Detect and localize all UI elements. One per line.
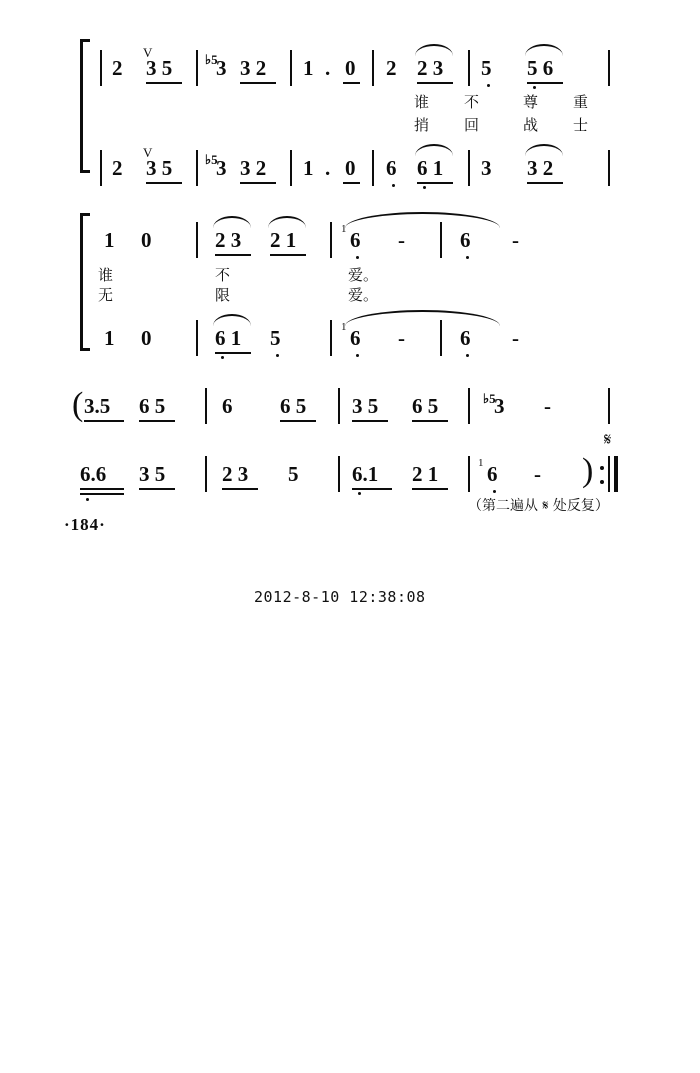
timestamp: 2012-8-10 12:38:08 bbox=[254, 588, 426, 606]
beam bbox=[215, 352, 251, 354]
note: 1 bbox=[303, 56, 314, 80]
lyric: 爱。 bbox=[348, 286, 379, 304]
beam bbox=[343, 182, 360, 184]
lyric: 谁 bbox=[98, 266, 114, 284]
barline bbox=[372, 50, 374, 86]
system-3 bbox=[0, 370, 700, 500]
barline bbox=[196, 150, 198, 186]
lyric: 无 bbox=[98, 286, 114, 304]
octave-dot-low bbox=[466, 354, 469, 357]
slur bbox=[213, 216, 251, 228]
note: 2 1 bbox=[412, 462, 439, 486]
lyric: 捎 bbox=[414, 116, 430, 134]
note: 5 bbox=[481, 56, 492, 80]
note: 2 3 bbox=[215, 228, 242, 252]
barline bbox=[440, 320, 442, 356]
note: 2 bbox=[112, 56, 123, 80]
octave-dot-low bbox=[392, 184, 395, 187]
tie bbox=[345, 310, 500, 326]
augmentation-dot: . bbox=[325, 56, 331, 80]
tuplet-number: 1 bbox=[341, 223, 347, 235]
note: 3 5 bbox=[139, 462, 166, 486]
note: 6 1 bbox=[417, 156, 444, 180]
beam bbox=[527, 182, 563, 184]
accidental-flat5: ♭5 bbox=[205, 152, 218, 167]
note: 2 bbox=[386, 56, 397, 80]
barline bbox=[608, 388, 610, 424]
lyric: 战 bbox=[523, 116, 539, 134]
tuplet-number: 1 bbox=[341, 321, 347, 333]
octave-dot-low bbox=[358, 492, 361, 495]
slur bbox=[415, 44, 453, 56]
barline bbox=[468, 388, 470, 424]
barline bbox=[338, 388, 340, 424]
slur bbox=[415, 144, 453, 156]
note: 6 bbox=[350, 326, 361, 350]
note: 6 bbox=[487, 462, 498, 486]
dash: - bbox=[544, 394, 551, 418]
dash: - bbox=[398, 326, 405, 350]
note: 6 5 bbox=[139, 394, 166, 418]
note: 5 bbox=[288, 462, 299, 486]
barline bbox=[330, 320, 332, 356]
lyric: 不 bbox=[464, 93, 480, 111]
barline bbox=[100, 150, 102, 186]
beam bbox=[417, 182, 453, 184]
barline-thin bbox=[608, 456, 610, 492]
beam bbox=[343, 82, 360, 84]
beam bbox=[417, 82, 453, 84]
breath-mark: V bbox=[143, 145, 153, 160]
note: 3 5 bbox=[146, 156, 173, 180]
beam bbox=[240, 82, 276, 84]
barline bbox=[290, 150, 292, 186]
barline bbox=[330, 222, 332, 258]
dash: - bbox=[534, 462, 541, 486]
note: 1 bbox=[104, 326, 115, 350]
beam bbox=[84, 420, 124, 422]
barline bbox=[608, 150, 610, 186]
barline bbox=[205, 456, 207, 492]
barline bbox=[468, 150, 470, 186]
note: 6 5 bbox=[412, 394, 439, 418]
barline bbox=[100, 50, 102, 86]
system-bracket bbox=[80, 42, 83, 170]
note: 2 1 bbox=[270, 228, 297, 252]
system-1 bbox=[0, 0, 700, 200]
tie bbox=[345, 212, 500, 228]
note: 6 1 bbox=[215, 326, 242, 350]
beam bbox=[80, 488, 124, 490]
tuplet-number: 1 bbox=[478, 457, 484, 469]
octave-dot-low bbox=[356, 354, 359, 357]
beam bbox=[412, 488, 448, 490]
lyric: 重 bbox=[573, 93, 589, 111]
note: 0 bbox=[345, 156, 356, 180]
beam bbox=[352, 420, 388, 422]
note: 6 bbox=[460, 228, 471, 252]
lyric: 谁 bbox=[414, 93, 430, 111]
octave-dot-low bbox=[493, 490, 496, 493]
note: 6 5 bbox=[280, 394, 307, 418]
augmentation-dot: . bbox=[325, 156, 331, 180]
octave-dot-low bbox=[466, 256, 469, 259]
lyric: 不 bbox=[215, 266, 231, 284]
accidental-flat5: ♭5 bbox=[483, 391, 496, 406]
note: 3 5 bbox=[146, 56, 173, 80]
note: 0 bbox=[141, 228, 152, 252]
lyric: 尊 bbox=[523, 93, 539, 111]
note: 0 bbox=[141, 326, 152, 350]
note: 3 2 bbox=[527, 156, 554, 180]
note: 1 bbox=[303, 156, 314, 180]
barline bbox=[196, 320, 198, 356]
barline bbox=[468, 456, 470, 492]
dash: - bbox=[512, 228, 519, 252]
note: 6 bbox=[222, 394, 233, 418]
note: 1 bbox=[104, 228, 115, 252]
note: 6 bbox=[386, 156, 397, 180]
note: 6.6 bbox=[80, 462, 107, 486]
beam bbox=[222, 488, 258, 490]
barline bbox=[196, 50, 198, 86]
barline bbox=[372, 150, 374, 186]
note: 3.5 bbox=[84, 394, 111, 418]
note: 6.1 bbox=[352, 462, 379, 486]
beam bbox=[527, 82, 563, 84]
beam bbox=[139, 420, 175, 422]
lyric: 士 bbox=[573, 116, 589, 134]
barline bbox=[440, 222, 442, 258]
octave-dot-low bbox=[487, 84, 490, 87]
lyric: 限 bbox=[215, 286, 231, 304]
barline bbox=[196, 222, 198, 258]
beam bbox=[146, 182, 182, 184]
note: 3 2 bbox=[240, 56, 267, 80]
dash: - bbox=[398, 228, 405, 252]
accidental-flat5: ♭5 bbox=[205, 52, 218, 67]
octave-dot-low bbox=[221, 356, 224, 359]
open-paren: ( bbox=[72, 386, 84, 423]
slur bbox=[525, 144, 563, 156]
beam bbox=[139, 488, 175, 490]
note: 6 bbox=[350, 228, 361, 252]
dash: - bbox=[512, 326, 519, 350]
note: 2 bbox=[112, 156, 123, 180]
barline bbox=[468, 50, 470, 86]
note: 5 6 bbox=[527, 56, 554, 80]
barline bbox=[290, 50, 292, 86]
note: 3 bbox=[494, 394, 505, 418]
octave-dot-low bbox=[276, 354, 279, 357]
repeat-footnote: （第二遍从 𝄋 处反复） bbox=[468, 498, 609, 514]
segno-sign: 𝄋 bbox=[604, 430, 612, 450]
note: 6 bbox=[460, 326, 471, 350]
note: 2 3 bbox=[417, 56, 444, 80]
beam bbox=[80, 493, 124, 495]
note: 0 bbox=[345, 56, 356, 80]
beam bbox=[240, 182, 276, 184]
octave-dot-low bbox=[86, 498, 89, 501]
note: 3 bbox=[216, 156, 227, 180]
beam bbox=[146, 82, 182, 84]
octave-dot-low bbox=[533, 86, 536, 89]
barline bbox=[608, 50, 610, 86]
note: 5 bbox=[270, 326, 281, 350]
beam bbox=[412, 420, 448, 422]
system-2 bbox=[0, 200, 700, 365]
close-paren: ) bbox=[582, 452, 594, 489]
note: 3 bbox=[216, 56, 227, 80]
barline-thick bbox=[614, 456, 618, 492]
note: 2 3 bbox=[222, 462, 249, 486]
barline bbox=[205, 388, 207, 424]
note: 3 bbox=[481, 156, 492, 180]
note: 3 5 bbox=[352, 394, 379, 418]
lyric: 回 bbox=[464, 116, 480, 134]
note: 3 2 bbox=[240, 156, 267, 180]
barline bbox=[338, 456, 340, 492]
lyric: 爱。 bbox=[348, 266, 379, 284]
beam bbox=[352, 488, 392, 490]
slur bbox=[213, 314, 251, 326]
beam bbox=[280, 420, 316, 422]
breath-mark: V bbox=[143, 45, 153, 60]
page-number: ·184· bbox=[64, 515, 106, 534]
slur bbox=[268, 216, 306, 228]
beam bbox=[215, 254, 251, 256]
beam bbox=[270, 254, 306, 256]
slur bbox=[525, 44, 563, 56]
octave-dot-low bbox=[423, 186, 426, 189]
octave-dot-low bbox=[356, 256, 359, 259]
system-bracket bbox=[80, 216, 83, 348]
